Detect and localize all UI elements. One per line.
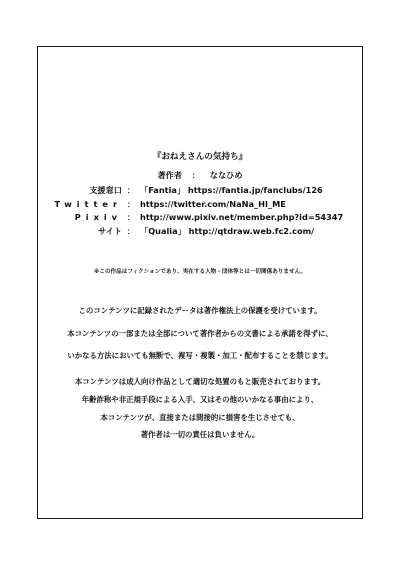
adult-notice-line: 年齢詐称や非正規手段による入手、又はその他のいかなる事由により、 <box>81 395 319 404</box>
link-label: Twitter <box>54 198 122 209</box>
adult-notice-line: 本コンテンツが、直接または間接的に損害を生じさせても、 <box>100 413 300 422</box>
link-colon: ： <box>126 212 136 222</box>
pixiv-link[interactable]: http://www.pixiv.net/member.php?id=54347 <box>140 212 344 222</box>
link-colon: ： <box>126 225 136 236</box>
copyright-notice-line: 本コンテンツの一部または全部について著作者からの文書による承諾を得ずに、 <box>67 329 333 338</box>
link-row-site <box>0 226 400 240</box>
adult-notice-line: 著作者は一切の責任は負いません。 <box>140 430 260 439</box>
fiction-disclaimer: ※この作品はフィクションであり、実在する人物・団体等とは一切関係ありません。 <box>93 269 307 275</box>
author-label: 著作者 <box>157 170 183 180</box>
copyright-notice-line: このコンテンツに記録されたデータは著作権法上の保護を受けています。 <box>78 306 322 315</box>
support-links <box>0 185 400 239</box>
author-row <box>0 170 400 181</box>
link-colon: ： <box>126 198 136 209</box>
twitter-link[interactable]: https://twitter.com/NaNa_HI_ME <box>140 198 286 209</box>
fantia-link[interactable]: 「Fantia」 https://fantia.jp/fanclubs/126 <box>140 185 323 195</box>
link-label: Pixiv <box>74 212 122 222</box>
link-label: サイト <box>98 225 122 236</box>
work-title: 『おねえさんの気持ち』 <box>152 152 248 162</box>
site-link[interactable]: 「Qualia」 http://qtdraw.web.fc2.com/ <box>140 225 315 236</box>
link-row-pixiv <box>0 212 400 226</box>
adult-notice-line: 本コンテンツは成人向け作品として適切な処置のもと販売されております。 <box>74 377 326 386</box>
author-colon: ： <box>191 170 200 180</box>
link-colon: ： <box>126 185 136 195</box>
page-border <box>37 46 363 519</box>
author-name: ななひめ <box>209 170 243 180</box>
copyright-notice-line: いかなる方法においても無断で、複写・複製・加工・配布することを禁じます。 <box>67 351 333 360</box>
link-label: 支援窓口 <box>89 185 122 195</box>
link-row-twitter <box>0 199 400 213</box>
link-row-support <box>0 185 400 199</box>
